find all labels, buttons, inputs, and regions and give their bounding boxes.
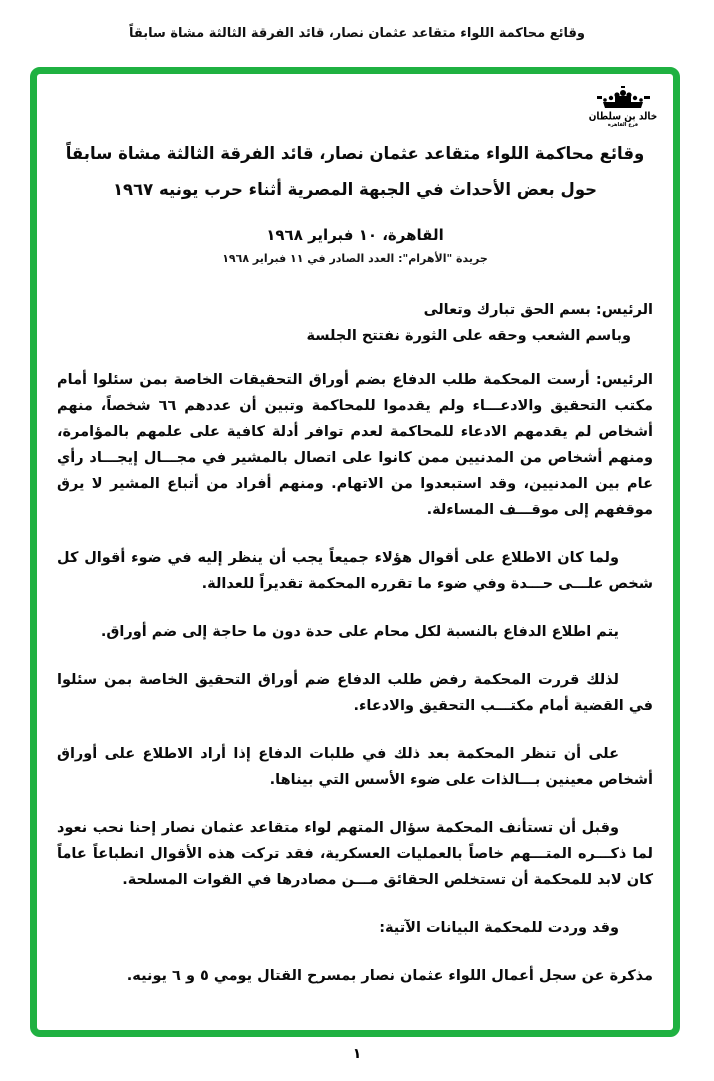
body-block	[57, 367, 653, 989]
stamp-subtext: فرع القاهرة	[607, 122, 639, 128]
paragraph: على أن تنظر المحكمة بعد ذلك في طلبات الدفاع إذا أراد الاطلاع على أوراق أشخاص معينين بـــالذات على ضوء الأسس التي بيناها.	[57, 746, 653, 788]
date-line: القاهرة، ١٠ فبراير ١٩٦٨	[266, 226, 444, 244]
opening-line-1: الرئيس: بسم الحق تبارك وتعالى	[423, 302, 653, 318]
paragraph: يتم اطلاع الدفاع بالنسبة لكل محام على حدة دون ما حاجة إلى ضم أوراق.	[100, 624, 619, 640]
title-block	[57, 74, 653, 208]
crest-icon	[591, 86, 655, 112]
document-frame-inner	[37, 74, 673, 1030]
document-title-line2: حول بعض الأحداث في الجبهة المصرية أثناء حرب يونيه ١٩٦٧	[112, 179, 598, 200]
document-frame	[30, 67, 680, 1037]
source-line: جريدة "الأهرام": العدد الصادر في ١١ فبراير ١٩٦٨	[222, 252, 488, 265]
paragraph: وقد وردت للمحكمة البيانات الآتية:	[379, 920, 619, 936]
document-title-line1: وقائع محاكمة اللواء متقاعد عثمان نصار، قائد الفرقة الثالثة مشاة سابقاً	[65, 143, 645, 164]
opening-line-2: وباسم الشعب وحقه على الثورة نفتتح الجلسة	[306, 328, 631, 344]
paragraph: لذلك قررت المحكمة رفض طلب الدفاع ضم أوراق التحقيق الخاصة بمن سئلوا في القضية أمام مكتـــب التحقيق والادعاء.	[57, 672, 653, 714]
stamp-emblem	[587, 86, 659, 128]
paragraph: وقبل أن تستأنف المحكمة سؤال المتهم لواء متقاعد عثمان نصار إحنا نحب نعود لما ذكـــره المتـــهم خاصاً بالعمليات العسكرية، فقد تركت هذه الأقوال انطباعاً عاماً كان لابد للمحكمة أن تستخلص الحقائق مـــن مصادرها في القوات المسلحة.	[57, 820, 653, 888]
paragraph: الرئيس: أرست المحكمة طلب الدفاع بضم أوراق التحقيقات الخاصة بمن سئلوا أمام مكتب التحقيق والادعـــاء ولم يقدموا للمحاكمة وتبين أن عددهم ٦٦ شخصاً، منهم أشخاص لم يقدمهم الادعاء للمحاكمة لعدم توافر أدلة كافية على علمهم بالمؤامرة، ومنهم أشخاص من المدنيين ممن كانوا على اتصال بالمشير في مجـــال إيجـــاد رأي عام بين المدنيين، وقد استبعدوا من الاتهام. ومنهم أفراد من أتباع المشير لا يرق موقفهم إلى موقـــف المساءلة.	[57, 372, 653, 518]
opening-block	[57, 297, 653, 349]
running-header: وقائع محاكمة اللواء متقاعد عثمان نصار، قائد الفرقة الثالثة مشاة سابقاً	[129, 26, 585, 41]
page-number: ١	[352, 1046, 362, 1062]
paragraph: مذكرة عن سجل أعمال اللواء عثمان نصار بمسرح القتال يومي ٥ و ٦ يونيه.	[126, 968, 653, 984]
stamp-name: خالد بن سلطان	[588, 111, 658, 123]
paragraph: ولما كان الاطلاع على أقوال هؤلاء جميعاً يجب أن ينظر إليه في ضوء أقوال كل شخص علـــى حـــدة وفي ضوء ما تقرره المحكمة تقديراً للعدالة.	[57, 550, 653, 592]
